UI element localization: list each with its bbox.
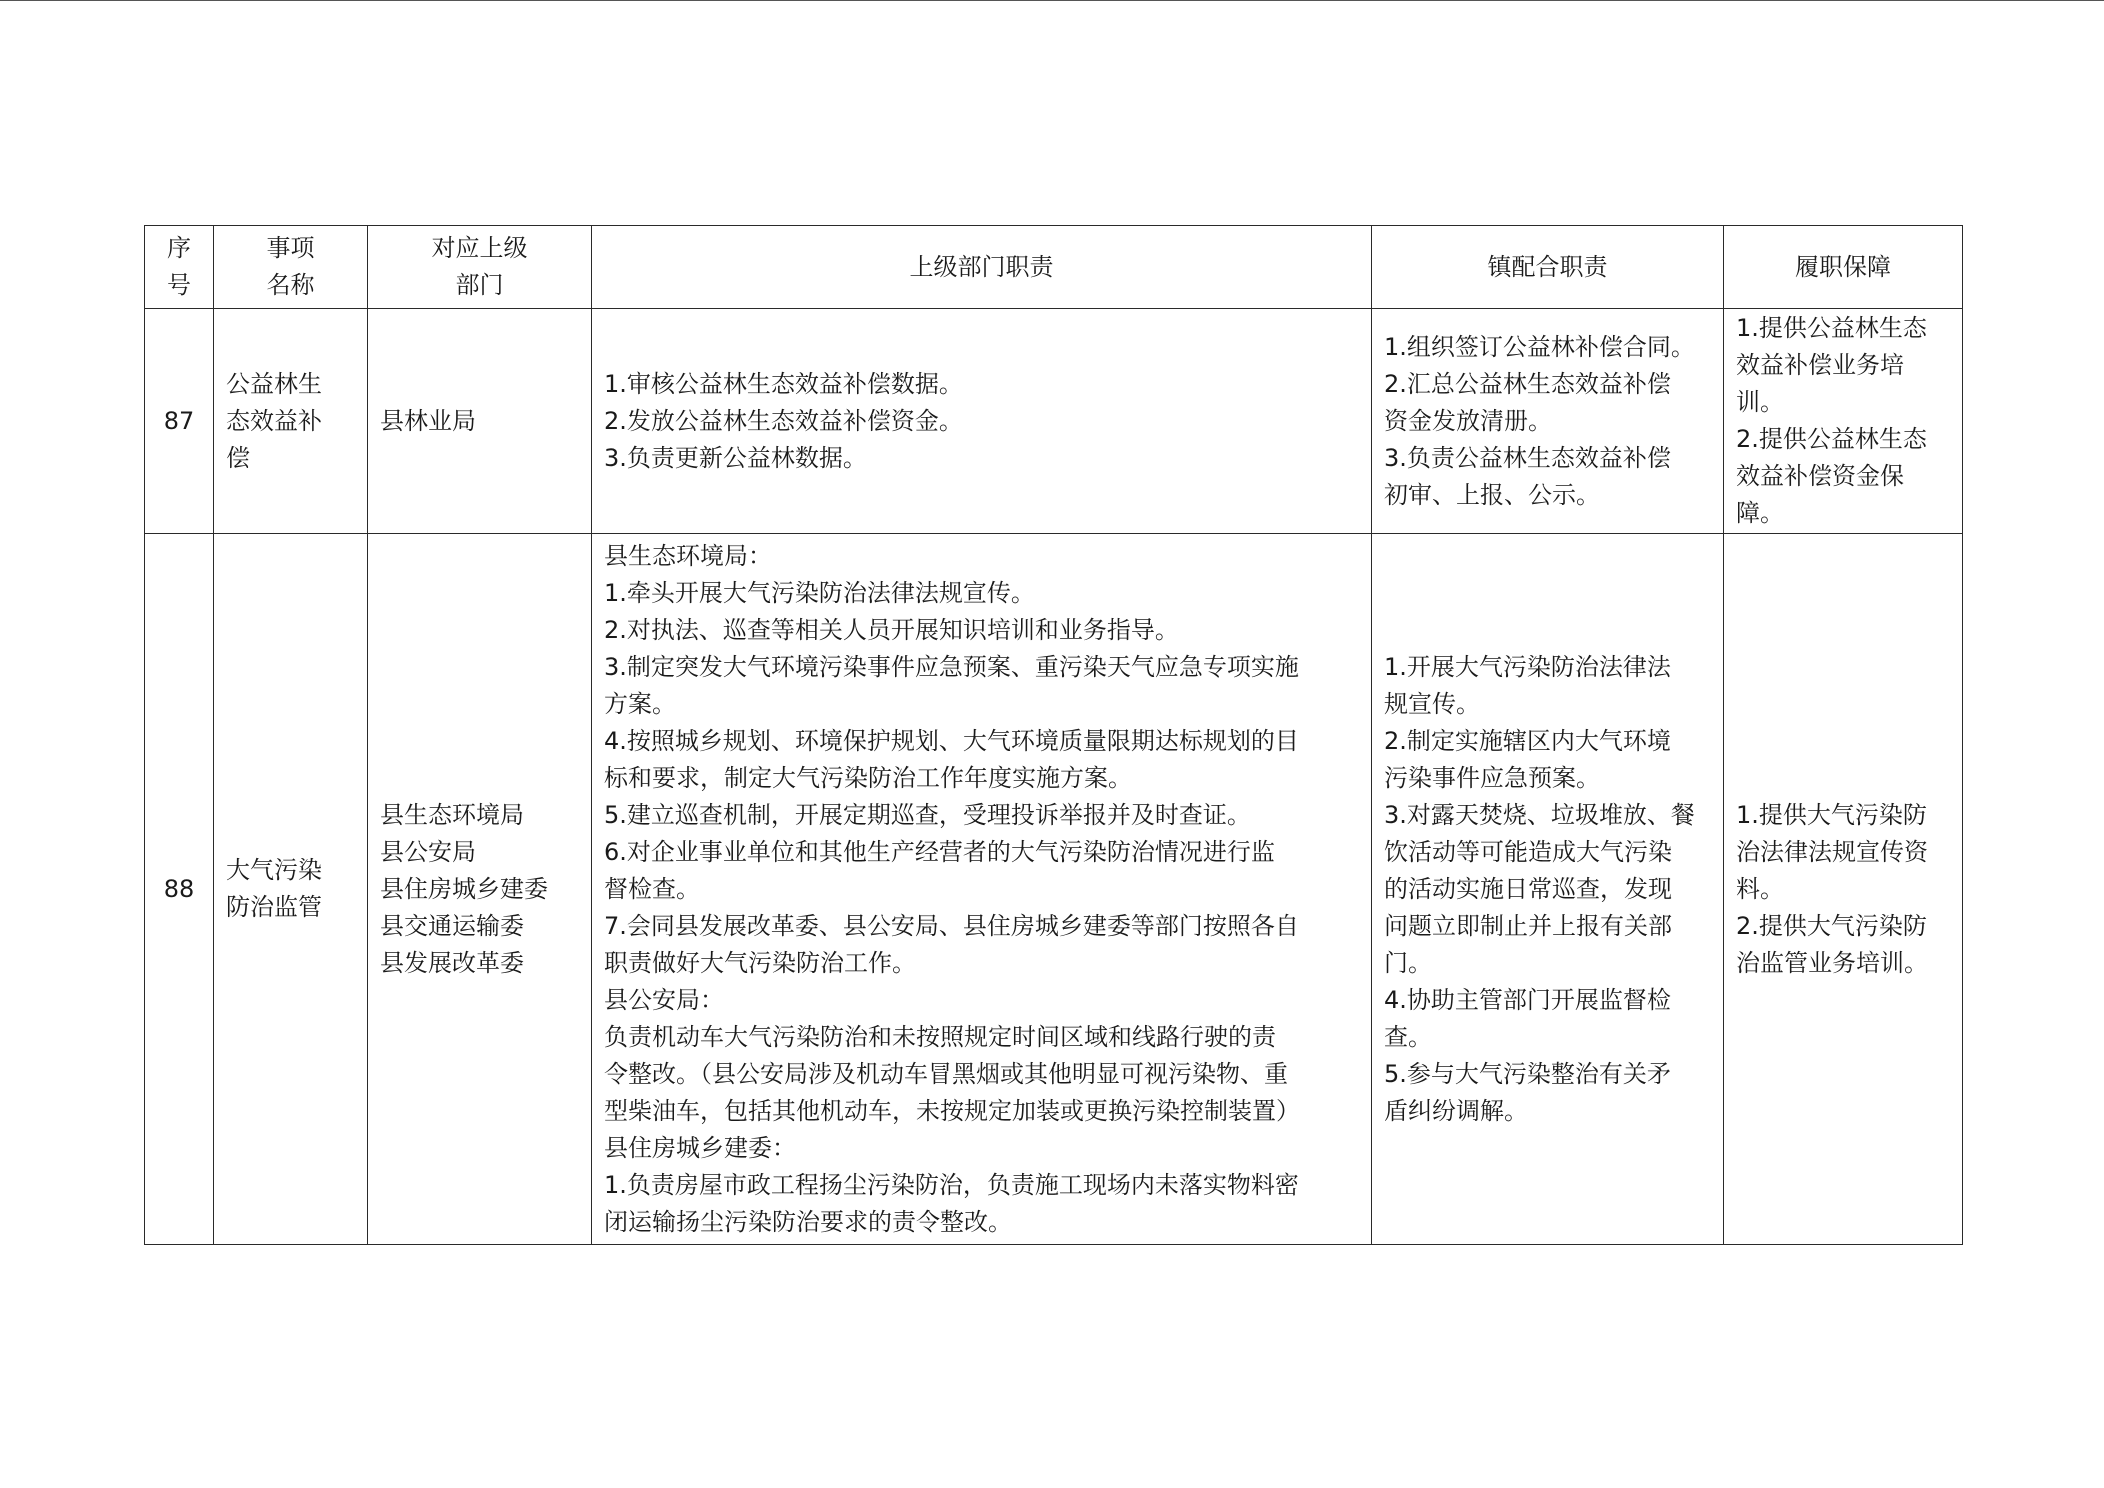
- guarantee-line: 效益补偿业务培: [1736, 351, 1904, 379]
- superior-line: 闭运输扬尘污染防治要求的责令整改。: [604, 1207, 1012, 1236]
- superior-line: 2.对执法、巡查等相关人员开展知识培训和业务指导。: [604, 615, 1179, 644]
- town-line: 的活动实施日常巡查，发现: [1384, 874, 1672, 903]
- row-dept: [368, 534, 592, 1245]
- guarantee-line: 治法律法规宣传资: [1736, 837, 1928, 866]
- town-line: 2.汇总公益林生态效益补偿: [1384, 369, 1671, 398]
- header-seq: [145, 226, 214, 309]
- guarantee-line: 1.提供公益林生态: [1736, 314, 1927, 342]
- superior-line: 县公安局：: [604, 985, 724, 1014]
- item-line: 偿: [226, 443, 250, 472]
- row-superior-duties: [592, 309, 1372, 534]
- town-line: 3.负责公益林生态效益补偿: [1384, 443, 1671, 472]
- superior-line: 型柴油车，包括其他机动车，未按规定加装或更换污染控制装置）: [604, 1096, 1300, 1125]
- row-town-duties: [1372, 309, 1724, 534]
- superior-line: 7.会同县发展改革委、县公安局、县住房城乡建委等部门按照各自: [604, 911, 1299, 940]
- town-line: 2.制定实施辖区内大气环境: [1384, 726, 1671, 755]
- superior-line: 6.对企业事业单位和其他生产经营者的大气污染防治情况进行监: [604, 837, 1275, 866]
- superior-line: 1.审核公益林生态效益补偿数据。: [604, 369, 963, 398]
- guarantee-line: 治监管业务培训。: [1736, 948, 1928, 977]
- town-line: 规宣传。: [1384, 689, 1480, 718]
- header-item-line: 名称: [266, 271, 315, 299]
- header-item-line: 事项: [266, 234, 315, 262]
- guarantee-line: 效益补偿资金保: [1736, 462, 1904, 490]
- item-line: 态效益补: [226, 406, 322, 435]
- superior-line: 3.制定突发大气环境污染事件应急预案、重污染天气应急专项实施: [604, 652, 1299, 681]
- row-item-name: [214, 309, 368, 534]
- header-superior-dept: [368, 226, 592, 309]
- superior-line: 县生态环境局：: [604, 541, 772, 570]
- row-seq: 88: [145, 534, 214, 1245]
- dept-line: 县发展改革委: [380, 948, 524, 977]
- town-line: 饮活动等可能造成大气污染: [1384, 837, 1672, 866]
- guarantee-line: 1.提供大气污染防: [1736, 800, 1927, 829]
- header-dept-line: 对应上级: [431, 234, 528, 262]
- town-line: 1.开展大气污染防治法律法: [1384, 652, 1671, 681]
- row-guarantee: [1724, 534, 1963, 1245]
- guarantee-line: 障。: [1736, 499, 1784, 527]
- row-superior-duties: [592, 534, 1372, 1245]
- dept-line: 县公安局: [380, 837, 476, 866]
- row-town-duties: [1372, 534, 1724, 1245]
- item-line: 防治监管: [226, 893, 322, 921]
- superior-line: 令整改。（县公安局涉及机动车冒黑烟或其他明显可视污染物、重: [604, 1059, 1288, 1088]
- superior-line: 标和要求，制定大气污染防治工作年度实施方案。: [604, 763, 1132, 792]
- guarantee-line: 2.提供大气污染防: [1736, 911, 1927, 940]
- header-seq-line: 序: [167, 234, 191, 262]
- town-line: 1.组织签订公益林补偿合同。: [1384, 332, 1695, 361]
- superior-line: 县住房城乡建委：: [604, 1133, 796, 1162]
- table-row: [145, 534, 1963, 1245]
- header-town-duties: 镇配合职责: [1372, 226, 1724, 309]
- row-dept: [368, 309, 592, 534]
- superior-line: 负责机动车大气污染防治和未按照规定时间区域和线路行驶的责: [604, 1022, 1276, 1051]
- town-line: 4.协助主管部门开展监督检: [1384, 985, 1671, 1014]
- guarantee-line: 训。: [1736, 388, 1784, 416]
- page-top-border: [0, 0, 2104, 1]
- row-item-name: [214, 534, 368, 1245]
- header-dept-line: 部门: [455, 271, 504, 299]
- header-seq-line: 号: [167, 271, 191, 299]
- town-line: 问题立即制止并上报有关部: [1384, 911, 1672, 940]
- superior-line: 职责做好大气污染防治工作。: [604, 948, 916, 977]
- row-guarantee: [1724, 309, 1963, 534]
- town-line: 盾纠纷调解。: [1384, 1096, 1528, 1125]
- town-line: 5.参与大气污染整治有关矛: [1384, 1059, 1671, 1088]
- header-item-name: [214, 226, 368, 309]
- dept-line: 县住房城乡建委: [380, 874, 548, 903]
- superior-line: 4.按照城乡规划、环境保护规划、大气环境质量限期达标规划的目: [604, 726, 1299, 755]
- superior-line: 1.负责房屋市政工程扬尘污染防治，负责施工现场内未落实物料密: [604, 1170, 1299, 1199]
- superior-line: 督检查。: [604, 874, 700, 903]
- dept-line: 县林业局: [380, 406, 476, 435]
- guarantee-line: 2.提供公益林生态: [1736, 425, 1927, 453]
- town-line: 查。: [1384, 1022, 1432, 1051]
- row-seq: 87: [145, 309, 214, 534]
- town-line: 初审、上报、公示。: [1384, 480, 1600, 509]
- table-row: [145, 309, 1963, 534]
- superior-line: 2.发放公益林生态效益补偿资金。: [604, 406, 963, 435]
- superior-line: 方案。: [604, 689, 676, 718]
- superior-line: 1.牵头开展大气污染防治法律法规宣传。: [604, 578, 1035, 607]
- superior-line: 3.负责更新公益林数据。: [604, 443, 867, 472]
- guarantee-line: 料。: [1736, 874, 1784, 903]
- dept-line: 县生态环境局: [380, 800, 524, 829]
- town-line: 3.对露天焚烧、垃圾堆放、餐: [1384, 800, 1695, 829]
- superior-line: 5.建立巡查机制，开展定期巡查，受理投诉举报并及时查证。: [604, 800, 1251, 829]
- item-line: 大气污染: [226, 856, 322, 884]
- table-header-row: [145, 226, 1963, 309]
- town-line: 门。: [1384, 948, 1432, 977]
- town-line: 污染事件应急预案。: [1384, 763, 1600, 792]
- dept-line: 县交通运输委: [380, 911, 524, 940]
- header-guarantee: 履职保障: [1724, 226, 1963, 309]
- town-line: 资金发放清册。: [1384, 406, 1552, 435]
- item-line: 公益林生: [226, 369, 322, 398]
- header-superior-duties: 上级部门职责: [592, 226, 1372, 309]
- responsibility-table: [144, 225, 1963, 1245]
